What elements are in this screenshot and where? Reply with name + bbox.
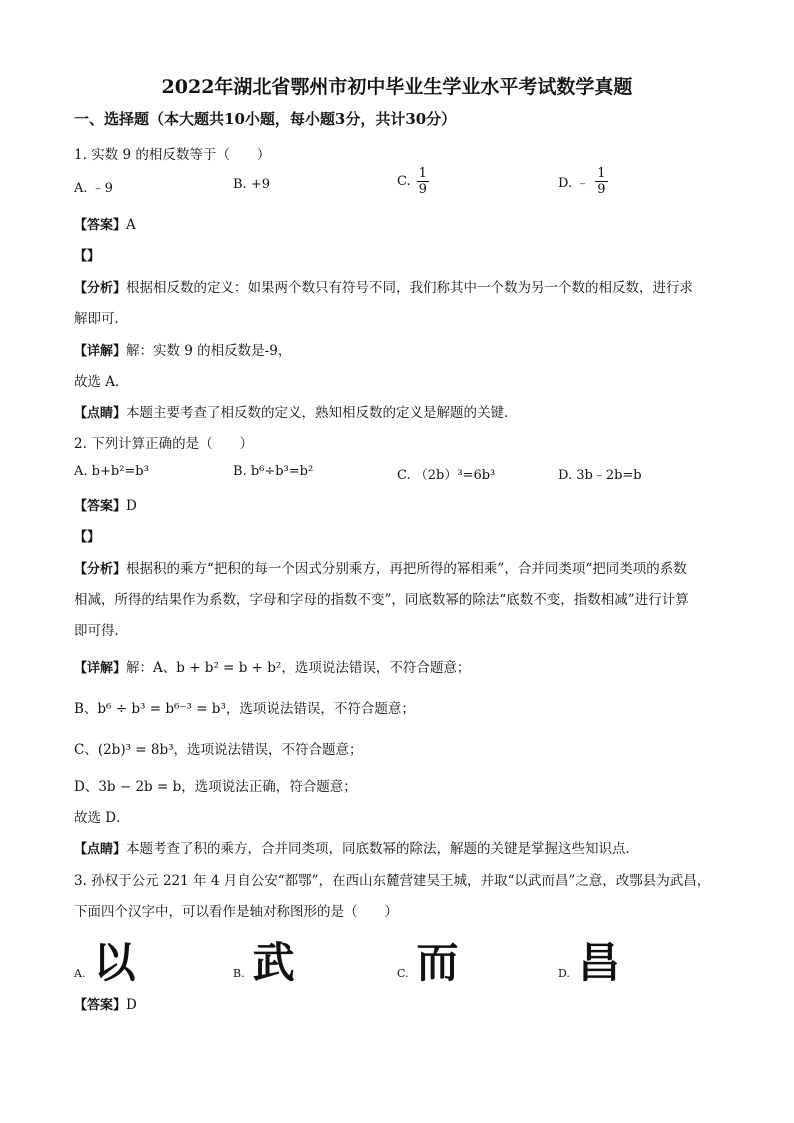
q1-option-c [397, 166, 429, 197]
q3-stem-line2: 下面四个汉字中，可以看作是轴对称图形的是（ ） [74, 904, 398, 920]
q2-answer-value: D [126, 498, 137, 514]
q1-option-c-fraction [417, 166, 429, 197]
q2-analysis-line3: 即可得． [74, 623, 128, 639]
q3-stem: 3. 孙权于公元 221 年 4 月自公安“都鄂”，在西山东麓营建吴王城，并取“以武而昌”之意，改鄂县为武昌， [74, 873, 711, 889]
section-heading: 一、选择题（本大题共10小题，每小题3分，共计30分） [74, 110, 457, 128]
q1-review-text: 本题主要考查了相反数的定义，熟知相反数的定义是解题的关键． [126, 405, 518, 421]
q3-option-b [233, 930, 295, 990]
q2-detail-end: 故选 D． [74, 810, 130, 826]
q3-option-c [397, 930, 459, 990]
q1-option-a: A. ﹣9 [74, 181, 113, 196]
q3-option-c-label: C. [397, 967, 409, 980]
q2-blank-tag: 【】 [74, 530, 101, 545]
review-tag: 【点睛】 [74, 842, 127, 857]
q2-review [74, 837, 639, 857]
q1-analysis [74, 276, 693, 296]
q3-option-a [74, 930, 135, 990]
q1-option-d [558, 166, 608, 197]
q1-answer-value: A [126, 217, 136, 233]
q1-stem: 1. 实数 9 的相反数等于（ ） [74, 147, 271, 163]
q3-answer-value: D [126, 997, 137, 1013]
q2-detail [74, 656, 470, 676]
answer-tag: 【答案】 [74, 998, 127, 1013]
q1-answer [74, 214, 136, 233]
q3-option-d-char: 昌 [577, 938, 620, 987]
analysis-tag: 【分析】 [74, 562, 127, 577]
q2-analysis [74, 557, 687, 577]
detail-tag: 【详解】 [74, 661, 127, 676]
q1-option-b: B. +9 [233, 177, 270, 192]
q1-c-numerator: 1 [418, 166, 427, 181]
q1-option-d-label: D. ﹣ [558, 176, 590, 191]
q1-option-d-fraction [595, 166, 607, 197]
q3-option-a-char: 以 [93, 938, 136, 987]
q2-analysis-text: 根据积的乘方“把积的每一个因式分别乘方，再把所得的幂相乘”，合并同类项“把同类项的系数 [126, 561, 687, 577]
q2-detail-c: C、(2b)³ = 8b³，选项说法错误，不符合题意； [74, 742, 363, 758]
q3-option-d [558, 930, 620, 990]
q2-option-a: A. b+b²=b³ [74, 464, 149, 479]
q1-analysis-text: 根据相反数的定义：如果两个数只有符号不同，我们称其中一个数为另一个数的相反数，进行求 [126, 280, 694, 296]
q2-answer [74, 495, 137, 514]
q1-c-denominator: 9 [418, 182, 427, 197]
q1-detail [74, 339, 291, 359]
q2-detail-d: D、3b − 2b = b，选项说法正确，符合题意； [74, 779, 357, 795]
q2-detail-a: 解：A、b + b² = b + b²，选项说法错误，不符合题意； [126, 660, 471, 676]
q3-option-b-label: B. [233, 967, 245, 980]
q1-review [74, 401, 518, 421]
q1-d-denominator: 9 [597, 182, 606, 197]
q3-option-b-char: 武 [252, 938, 295, 987]
q1-d-numerator: 1 [597, 166, 606, 181]
answer-tag: 【答案】 [74, 499, 127, 514]
review-tag: 【点睛】 [74, 406, 127, 421]
q1-analysis-line2: 解即可． [74, 311, 128, 327]
q1-blank-tag: 【】 [74, 249, 101, 264]
q1-detail-text: 解：实数 9 的相反数是-9， [126, 343, 292, 359]
q2-review-text: 本题考查了积的乘方，合并同类项，同底数幂的除法，解题的关键是掌握这些知识点． [126, 841, 640, 857]
q2-option-d: D. 3b﹣2b=b [558, 468, 642, 483]
page-title: 2022年湖北省鄂州市初中毕业生学业水平考试数学真题 [161, 76, 633, 98]
q3-option-a-label: A. [74, 967, 86, 980]
q3-answer [74, 994, 137, 1013]
q2-option-b: B. b⁶÷b³=b² [233, 464, 314, 479]
answer-tag: 【答案】 [74, 218, 127, 233]
q2-option-c: C. （2b）³=6b³ [397, 468, 496, 483]
q2-stem: 2. 下列计算正确的是（ ） [74, 436, 254, 452]
q1-detail-line2: 故选 A． [74, 374, 129, 390]
analysis-tag: 【分析】 [74, 281, 127, 296]
q1-option-c-label: C. [397, 174, 411, 189]
q2-analysis-line2: 相减，所得的结果作为系数，字母和字母的指数不变”，同底数幂的除法“底数不变，指数相减”进行计算 [74, 592, 689, 608]
q3-option-d-label: D. [558, 967, 570, 980]
detail-tag: 【详解】 [74, 344, 127, 359]
q3-option-c-char: 而 [416, 938, 459, 987]
q2-detail-b: B、b⁶ ÷ b³ = b⁶⁻³ = b³，选项说法错误，不符合题意； [74, 701, 415, 717]
